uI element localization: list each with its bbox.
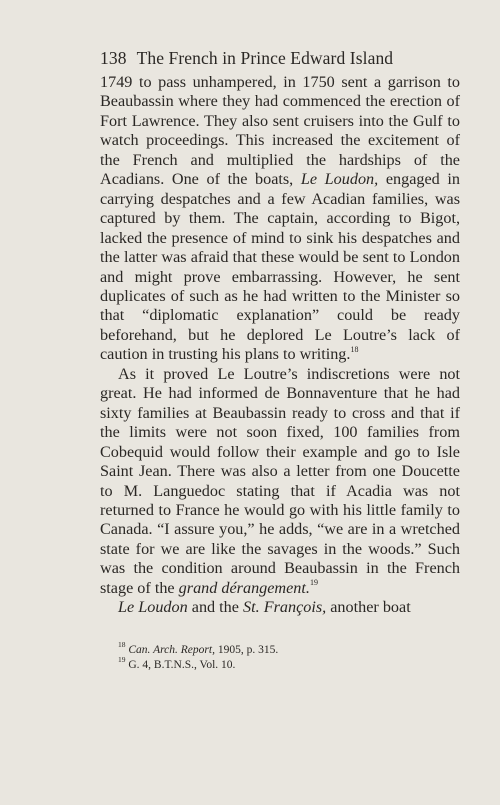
- running-header: [100, 48, 420, 69]
- italic-phrase: grand dérangement.: [178, 578, 310, 597]
- ship-name-le-loudon-2: Le Loudon: [118, 598, 188, 617]
- footnote-ref-19: 19: [309, 578, 318, 588]
- paragraph-3-text-b: another boat: [326, 598, 411, 617]
- footnote-text: G. 4, B.T.N.S., Vol. 10.: [128, 658, 236, 671]
- footnotes: [118, 640, 438, 672]
- paragraph-3-text-a: and the: [187, 598, 244, 617]
- footnote-text: 1905, p. 315.: [214, 644, 279, 656]
- page-number: 138: [100, 48, 127, 68]
- paragraph-3: [100, 598, 460, 617]
- footnote-number: 19: [118, 654, 126, 664]
- footnote-18: [118, 640, 438, 658]
- paragraph-2: [100, 365, 460, 598]
- footnote-number: 18: [118, 640, 126, 650]
- body-text: [100, 73, 460, 618]
- running-title: The French in Prince Edward Island: [136, 48, 394, 68]
- paragraph-1: [100, 73, 460, 365]
- footnote-19: [118, 654, 438, 673]
- ship-name-st-francois: St. François,: [243, 598, 327, 617]
- paragraph-2-text: As it proved Le Loutre’s indiscretions were not great. He had informed de Bonnaventure that he had sixty families at Beaubassin ready to cross and that if the limits were not soon fixed, 100 families from Cobequid would follow their example and go to Isle Saint Jean. There was also a letter from one Doucette to M. Languedoc stating that if Acadia was not returned to France he would go with his little family to Canada. “I assure you,” he adds, “we are in a wretched state for we are like the savages in the woods.” Such was the condition around Beaubassin in the French stage of the: [100, 364, 460, 597]
- footnote-italic: Can. Arch. Report,: [128, 644, 215, 656]
- footnote-ref-18: 18: [350, 344, 359, 354]
- ship-name-le-loudon: Le Loudon,: [300, 170, 379, 189]
- paragraph-1-text-a: 1749 to pass unhampered, in 1750 sent a garrison to Beaubassin where they had commenced the erection of Fort Lawrence. They also sent cruisers into the Gulf to watch proceedings. This increased the excitement of the French and multiplied the hardships of the Acadians. One of the boats,: [100, 73, 460, 189]
- paragraph-1-text-b: engaged in carrying despatches and a few Acadian families, was captured by them. The captain, according to Bigot, lacked the presence of mind to sink his despatches and the latter was afraid that these would be sent to London and might prove embarrassing. However, he sent duplicates of such as he had written to the Minister so that “diplomatic explanation” could be ready beforehand, but he deplored Le Loutre’s lack of caution in trusting his plans to writing.: [100, 170, 460, 364]
